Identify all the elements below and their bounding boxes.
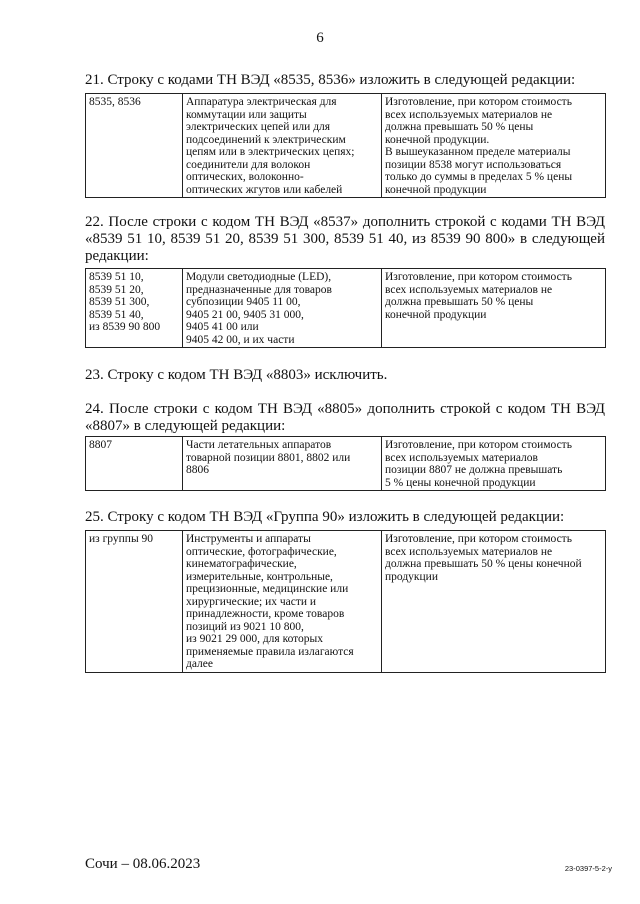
code-text: 8807 — [89, 439, 112, 451]
description-text: Части летательных аппаратов товарной позиции 8801, 8802 или 8806 — [186, 439, 351, 476]
code-cell — [86, 94, 183, 198]
section-24-heading: 24. После строки с кодом ТН ВЭД «8805» дополнить строкой с кодом ТН ВЭД «8807» в следующей редакции: — [85, 401, 605, 434]
description-cell — [183, 437, 382, 491]
rule-cell — [382, 94, 606, 198]
code-cell — [86, 437, 183, 491]
section-21-heading: 21. Строку с кодами ТН ВЭД «8535, 8536» изложить в следующей редакции: — [85, 72, 576, 88]
table-row — [86, 531, 606, 673]
rule-text: Изготовление, при котором стоимость всех используемых материалов позиции 8807 не должна превышать 5 % цены конечной продукции — [385, 439, 572, 489]
description-text: Модули светодиодные (LED), предназначенные для товаров субпозиции 9405 11 00, 9405 21 00, 9405 31 000, 9405 41 00 или 9405 42 00, и их части — [186, 271, 332, 346]
section-25-table — [85, 530, 606, 673]
section-22-heading: 22. После строки с кодом ТН ВЭД «8537» дополнить строкой с кодами ТН ВЭД «8539 51 10, 8539 51 20, 8539 51 300, 8539 51 40, из 8539 90 800» в следующей редакции: — [85, 214, 605, 264]
rule-text: Изготовление, при котором стоимость всех используемых материалов не должна превышать 50 % цены конечной продукции — [385, 533, 582, 583]
section-21-table — [85, 93, 606, 198]
description-cell — [183, 269, 382, 348]
rule-text: Изготовление, при котором стоимость всех используемых материалов не должна превышать 50 % цены конечной продукции — [385, 271, 572, 321]
section-24-table — [85, 436, 606, 491]
table-row — [86, 94, 606, 198]
table-row — [86, 437, 606, 491]
table-row — [86, 269, 606, 348]
code-text: 8535, 8536 — [89, 96, 141, 108]
description-cell — [183, 94, 382, 198]
code-cell — [86, 531, 183, 673]
code-text: 8539 51 10, 8539 51 20, 8539 51 300, 8539 51 40, из 8539 90 800 — [89, 271, 161, 333]
rule-cell — [382, 531, 606, 673]
rule-cell — [382, 269, 606, 348]
section-25-heading: 25. Строку с кодом ТН ВЭД «Группа 90» изложить в следующей редакции: — [85, 509, 565, 525]
description-text: Аппаратура электрическая для коммутации или защиты электрических цепей или для подсоединений к электрическим цепям или в электрических цепях; соединители для волокон оптических, волоконно- оптических жгутов или кабелей — [186, 96, 355, 196]
description-text: Инструменты и аппараты оптические, фотографические, кинематографические, измерительные, контрольные, прецизионные, медицинские или хирургические; их части и принадлежности, кроме товаров позиций из 9021 10 800, из 9021 29 000, для которых применяемые правила излагаются далее — [186, 533, 354, 670]
code-text: из группы 90 — [89, 533, 154, 545]
rule-cell — [382, 437, 606, 491]
section-23-heading: 23. Строку с кодом ТН ВЭД «8803» исключить. — [85, 367, 388, 383]
page-number: 6 — [316, 30, 324, 46]
section-22-table — [85, 268, 606, 348]
footer-place-date: Сочи – 08.06.2023 — [85, 856, 201, 872]
description-cell — [183, 531, 382, 673]
code-cell — [86, 269, 183, 348]
footer-doc-code: 23-0397-5-2-у — [564, 864, 612, 873]
rule-text: Изготовление, при котором стоимость всех используемых материалов не должна превышать 50 % цены конечной продукции. В вышеуказанном пределе материалы позиции 8538 могут использоваться только до суммы в пределах 5 % цены конечной продукции — [385, 96, 573, 196]
